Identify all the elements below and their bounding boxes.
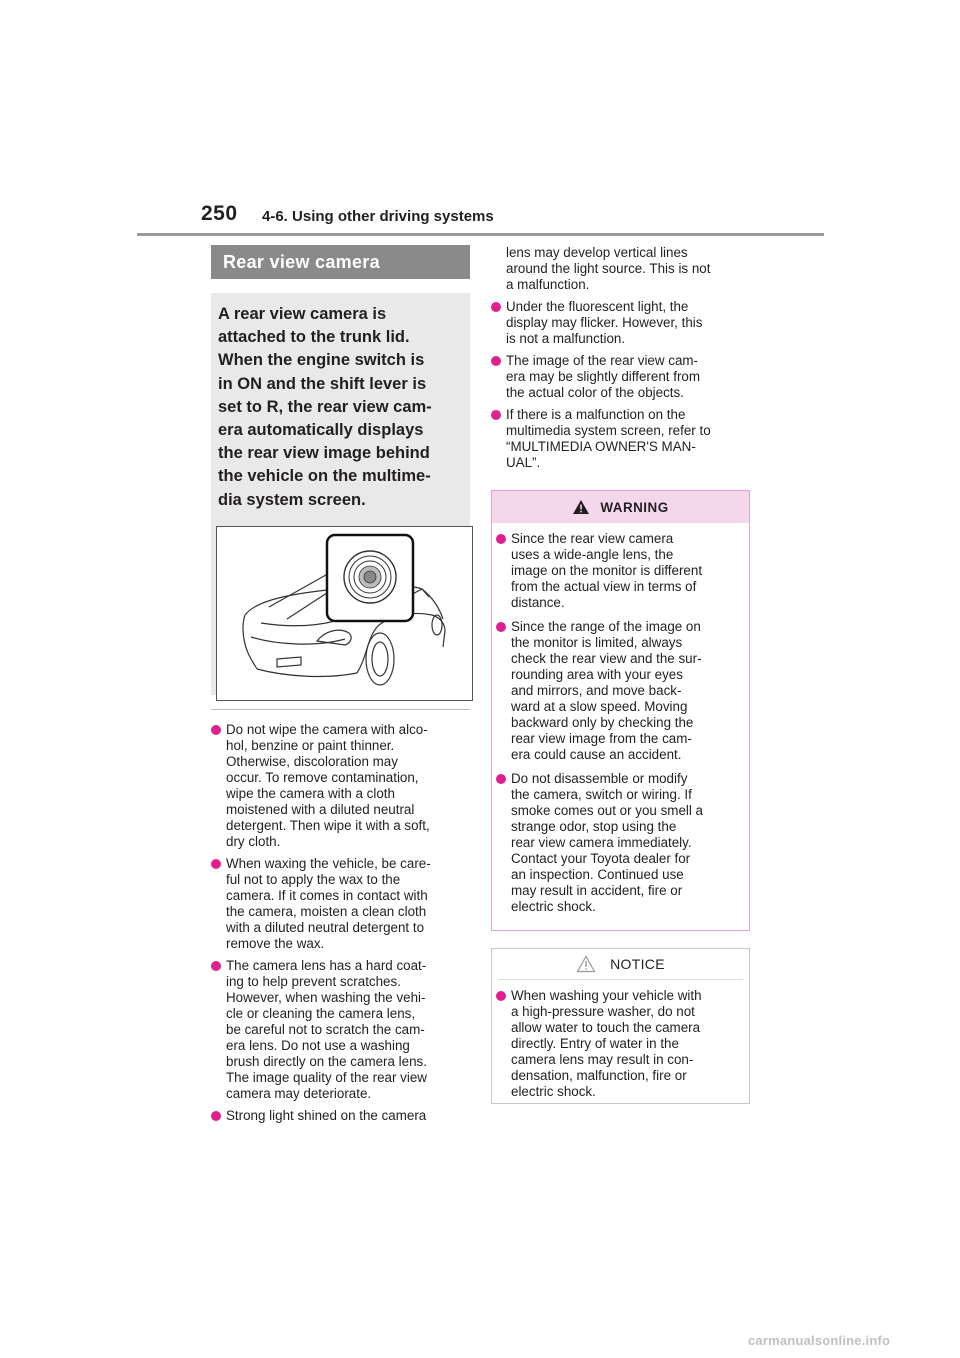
caution-triangle-outline-icon (576, 955, 596, 973)
list-item: When washing your vehicle with a high-pressure washer, do not allow water to touch the camera directly. Entry of water in the camera lens may result in con- densation, malfunction, fire or electric shock. (496, 988, 745, 1100)
list-item: When waxing the vehicle, be care- ful not to apply the wax to the camera. If it comes in contact with the camera, moisten a clean cloth with a diluted neutral detergent to remove the wax. (211, 856, 470, 952)
warning-header (492, 491, 749, 523)
bullet-icon (211, 961, 221, 971)
bullet-icon (211, 1111, 221, 1121)
list-item: Since the rear view camera uses a wide-angle lens, the image on the monitor is different from the actual view in terms of distance. (496, 531, 745, 611)
section-heading (211, 245, 470, 279)
bullet-icon (211, 725, 221, 735)
list-item: Strong light shined on the camera (211, 1108, 470, 1124)
header-rule (137, 233, 824, 236)
notice-box (491, 948, 750, 1104)
bullet-icon (496, 991, 506, 1001)
car-rear-view-drawing (217, 527, 472, 700)
section-title: 4-6. Using other driving systems (262, 208, 494, 225)
section-heading-text: Rear view camera (223, 251, 380, 272)
list-item: The camera lens has a hard coat- ing to help prevent scratches. However, when washing the vehi- cle or cleaning the camera lens, be careful not to scratch the cam- era lens. Do not use a washing brush directly on the camera lens. The image quality of the rear view camera may deteriorate. (211, 958, 470, 1102)
bullet-icon (496, 622, 506, 632)
continued-text: lens may develop vertical lines around the light source. This is not a malfunction. (506, 245, 711, 292)
bullet-icon (211, 859, 221, 869)
bullet-icon (491, 410, 501, 420)
intro-box (211, 293, 470, 695)
right-bullet-list (491, 299, 750, 471)
watermark: carmanualsonline.info (748, 1333, 891, 1348)
notice-title: NOTICE (610, 956, 665, 972)
warning-title: WARNING (600, 499, 669, 515)
warning-box (491, 490, 750, 931)
warning-triangle-icon (572, 499, 590, 515)
left-bullet-list (211, 722, 470, 1124)
list-item: Since the range of the image on the monitor is limited, always check the rear view and the sur- rounding area with your eyes and mirrors, and move back- ward at a slow speed. Moving backward only by checking the rear view image from the cam- era could cause an accident. (496, 619, 745, 763)
left-column (211, 245, 470, 1130)
list-item: The image of the rear view cam- era may be slightly different from the actual color of the objects. (491, 353, 750, 401)
bullet-icon (496, 534, 506, 544)
intro-text: A rear view camera is attached to the trunk lid. When the engine switch is in ON and the shift lever is set to R, the rear view cam- era automatically displays the rear view image behind the vehicle on the multime- dia system screen. (218, 305, 432, 509)
bullet-icon (491, 356, 501, 366)
page-number: 250 (201, 202, 238, 225)
notice-list (492, 980, 749, 1100)
right-column (491, 245, 750, 477)
list-item: Do not wipe the camera with alco- hol, benzine or paint thinner. Otherwise, discoloration may occur. To remove contamination, wipe the camera with a cloth moistened with a diluted neutral detergent. Then wipe it with a soft, dry cloth. (211, 722, 470, 850)
list-item: Do not disassemble or modify the camera, switch or wiring. If smoke comes out or you smell a strange odor, stop using the rear view camera immediately. Contact your Toyota dealer for an inspection. Continued use may result in accident, fire or electric shock. (496, 771, 745, 915)
warning-list (492, 523, 749, 915)
bullet-icon (491, 302, 501, 312)
notice-header (498, 949, 743, 980)
list-item: If there is a malfunction on the multimedia system screen, refer to “MULTIMEDIA OWNER'S MAN- UAL”. (491, 407, 750, 471)
list-item: Under the fluorescent light, the display may flicker. However, this is not a malfunction. (491, 299, 750, 347)
bullet-icon (496, 774, 506, 784)
rear-camera-illustration (216, 526, 473, 701)
divider (211, 709, 470, 710)
